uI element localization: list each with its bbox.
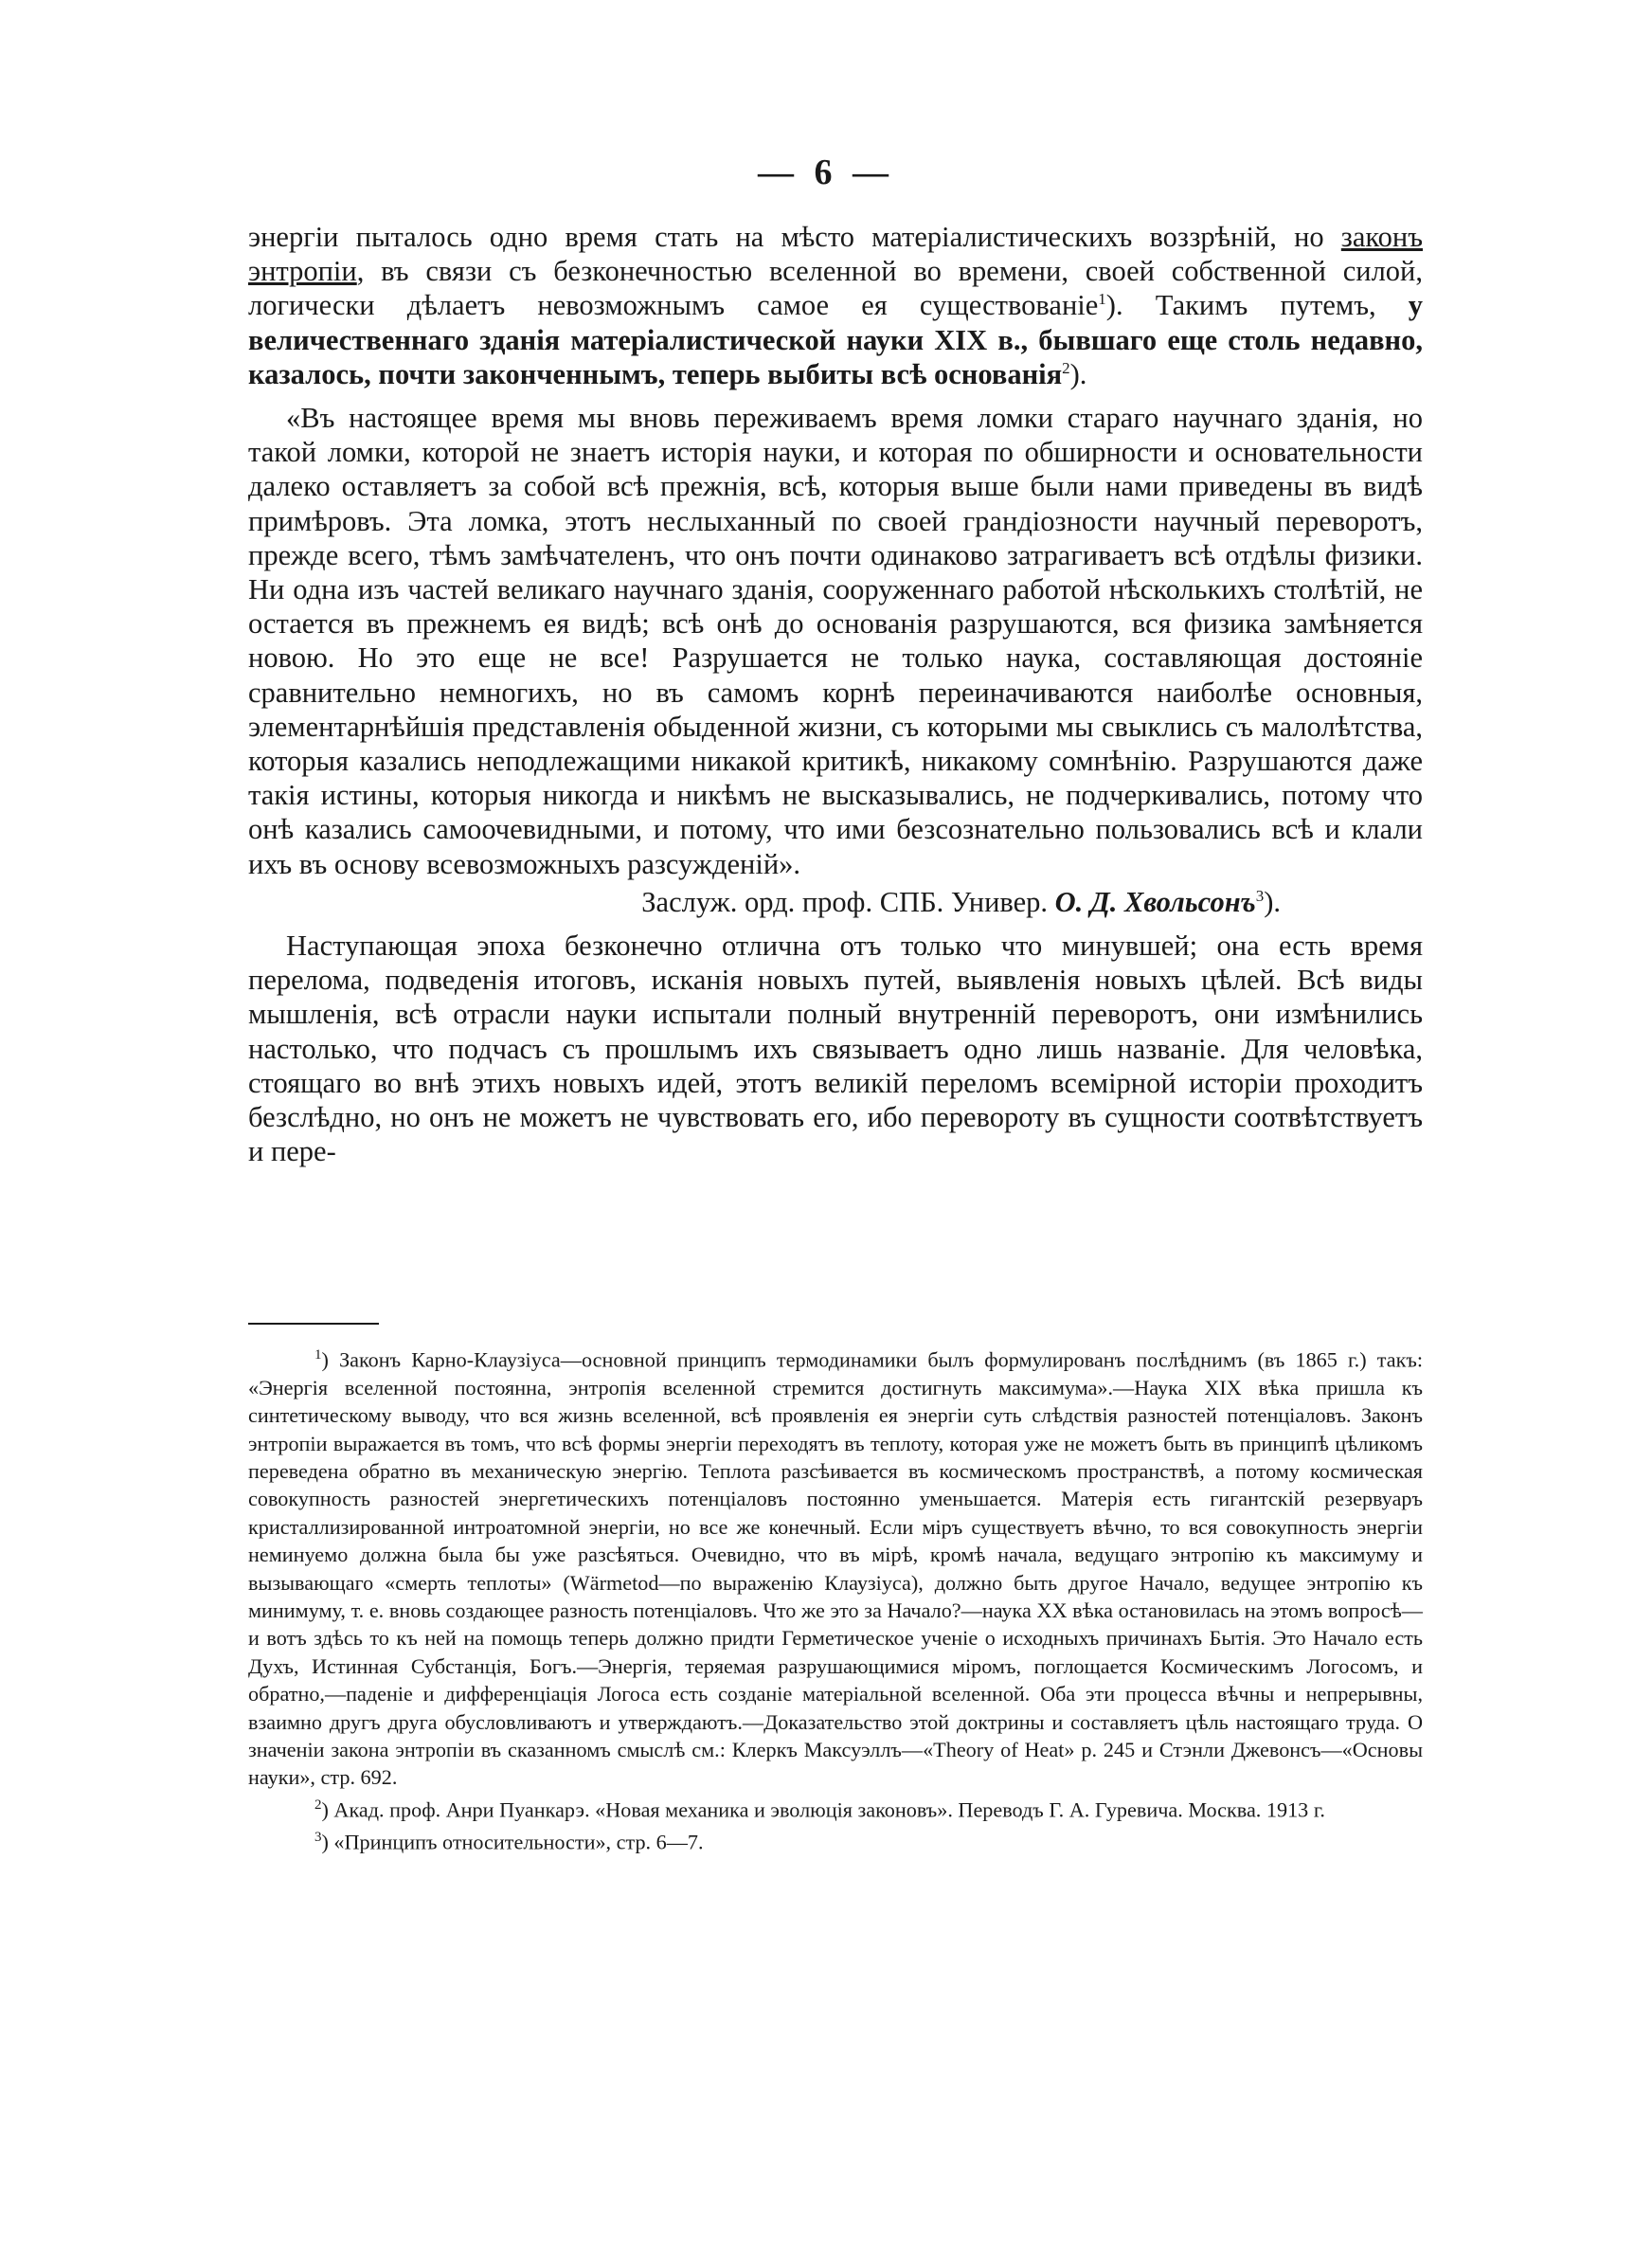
footnote-ref-1: 1 — [1098, 290, 1106, 309]
page-number: — 6 — — [758, 153, 894, 192]
paragraph-continuation — [248, 220, 1423, 391]
footnote-2 — [248, 1792, 1423, 1824]
footnote-divider — [248, 1323, 379, 1325]
footnote-2-marker: 2 — [314, 1797, 322, 1813]
p1-end: ). — [1069, 357, 1087, 390]
paragraph-epoch: Наступающая эпоха безконечно отлична отъ только что минувшей; она есть время перелома, подведенія итоговъ, исканія новыхъ путей, выявленія новыхъ цѣлей. Всѣ виды мышленія, всѣ отрасли науки испытали полный внутренній переворотъ, они измѣнились настолько, что подчасъ съ прошлымъ ихъ связываетъ одно лишь названіе. Для человѣка, стоящаго во внѣ этихъ новыхъ идей, этотъ великій переломъ всемірной исторіи проходитъ безслѣдно, но онъ не можетъ не чувствовать его, ибо перевороту въ сущности соотвѣтствуетъ и пере- — [248, 930, 1423, 1168]
footnote-3-text: ) «Принципъ относительности», стр. 6—7. — [321, 1830, 704, 1854]
footnote-1-marker: 1 — [314, 1347, 322, 1363]
main-text — [248, 220, 1423, 1168]
footnote-ref-2: 2 — [1062, 358, 1070, 377]
p1-bold-statement: у величественнаго зданія матеріалистической науки XIX в., бывшаго еще столь недавно, казалось, почти законченнымъ, теперь выбиты всѣ основанія — [248, 289, 1423, 390]
quote-paragraph: «Въ настоящее время мы вновь переживаемъ время ломки стараго научнаго зданія, но такой ломки, которой не знаетъ исторія науки, и которая по обширности и основательности далеко оставляетъ за собой всѣ прежнія, всѣ, которыя выше были нами приведены въ видѣ примѣровъ. Эта ломка, этотъ неслыханный по своей грандіозности научный переворотъ, прежде всего, тѣмъ замѣчателенъ, что онъ почти одинаково затрагиваетъ всѣ отдѣлы физики. Ни одна изъ частей великаго научнаго зданія, сооруженнаго работой нѣсколькихъ столѣтій, не остается въ прежнемъ ея видѣ; всѣ онѣ до основанія разрушаются, вся физика замѣняется новою. Но это еще не все! Разрушается не только наука, составляющая достояніе сравнительно немногихъ, но въ самомъ корнѣ переиначиваются наиболѣе основныя, элементарнѣйшія представленія обыденной жизни, съ которыми мы свыклись съ малолѣтства, которыя казались неподлежащими никакой критикѣ, никакому сомнѣнію. Разрушаются даже такія истины, которыя никогда и никѣмъ не высказывались, не подчеркивались, потому что онѣ казались самоочевидными, и потому, что ими безсознательно пользовались всѣ и клали ихъ въ основу всевозможныхъ разсужденій». — [248, 402, 1423, 880]
footnote-ref-3: 3 — [1255, 886, 1265, 905]
p1-mid2: ). Такимъ путемъ, — [1105, 289, 1409, 322]
footnote-2-text: ) Акад. проф. Анри Пуанкарэ. «Новая механика и эволюція законовъ». Переводъ Г. А. Гуревича. Москва. 1913 г. — [321, 1797, 1325, 1822]
attribution-name: О. Д. Хвольсонъ — [1054, 885, 1256, 918]
p1-mid: , въ связи съ безконечностью вселенной во времени, своей собственной силой, логически дѣлаетъ невозможнымъ самое ея существованіе — [248, 255, 1423, 322]
quote-attribution — [248, 885, 1423, 919]
footnote-1-text: ) Законъ Карно-Клаузіуса—основной принципъ термодинамики былъ формулированъ послѣднимъ (въ 1865 г.) такъ: «Энергія вселенной постоянна, энтропія вселенной стремится достигнуть максимума».—Наука XIX вѣка пришла къ синтетическому выводу, что вся жизнь вселенной, всѣ проявленія ея энергіи суть слѣдствія разностей потенціаловъ. Законъ энтропіи выражается въ томъ, что всѣ формы энергіи переходятъ въ теплоту, которая уже не можетъ быть въ принципѣ цѣликомъ переведена обратно въ механическую энергію. Теплота разсѣивается въ космическомъ пространствѣ, а потому космическая совокупность разностей энергетическихъ потенціаловъ постоянно уменьшается. Матерія есть гигантскій резервуаръ кристаллизированной интроатомной энергіи, но все же конечный. Если міръ существуетъ вѣчно, то вся совокупность энергіи неминуемо должна была бы уже разсѣяться. Очевидно, что въ мірѣ, кромѣ начала, ведущаго энтропію къ максимуму и вызывающаго «смерть теплоты» (Wärmetod—по выраженію Клаузіуса), должно быть другое Начало, ведущее энтропію къ минимуму, т. е. вновь создающее разность потенціаловъ. Что же это за Начало?—наука XX вѣка остановилась на этомъ вопросѣ—и вотъ здѣсь то къ ней на помощь теперь должно придти Герметическое ученіе о исходныхъ причинахъ Бытія. Это Начало есть Духъ, Истинная Субстанція, Богъ.—Энергія, теряемая разрушающимися міромъ, поглощается Космическимъ Логосомъ, и обратно,—паденіе и дифференціація Логоса есть созданіе матеріальной вселенной. Оба эти процесса вѣчны и непрерывны, взаимно другъ друга обусловливаютъ и утверждаютъ.—Доказательство этой доктрины и составляетъ цѣль настоящаго труда. О значеніи закона энтропіи въ сказанномъ смыслѣ см.: Клеркъ Максуэллъ—«Theory of Heat» p. 245 и Стэнли Джевонсъ—«Основы науки», стр. 692. — [248, 1347, 1423, 1790]
footnote-3 — [248, 1824, 1423, 1856]
footnotes — [248, 1342, 1423, 1855]
footnote-3-marker: 3 — [314, 1829, 322, 1845]
p1-start: энергіи пыталось одно время стать на мѣсто матеріалистическихъ воззрѣній, но — [248, 221, 1341, 253]
entropy-law-term: законъ энтропіи — [248, 221, 1423, 288]
footnote-1 — [248, 1342, 1423, 1792]
attribution-prefix: Заслуж. орд. проф. СПБ. Универ. — [641, 885, 1055, 918]
attribution-end: ). — [1264, 885, 1281, 918]
